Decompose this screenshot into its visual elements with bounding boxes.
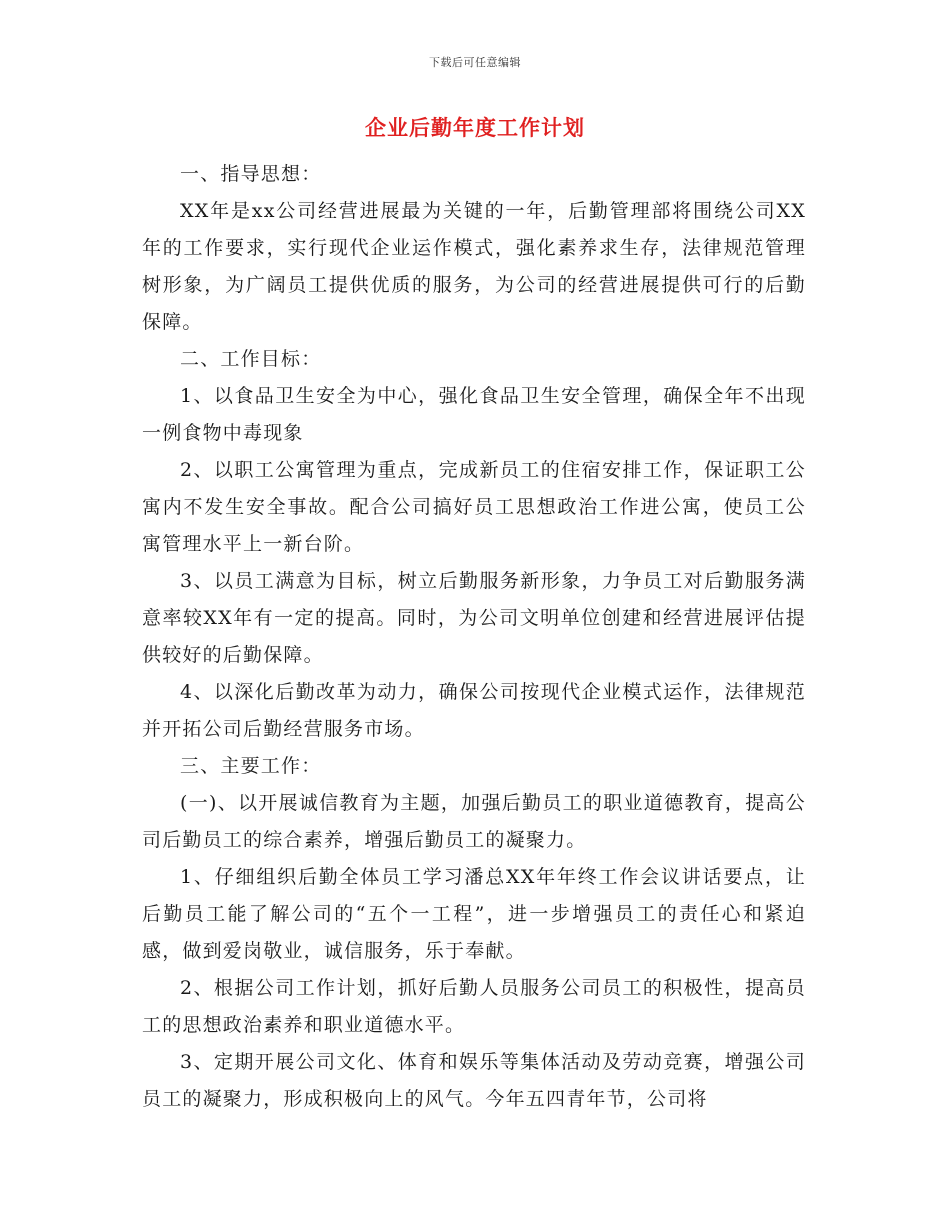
paragraph: 2、根据公司工作计划，抓好后勤人员服务公司员工的积极性，提高员工的思想政治素养和职业道德水平。	[142, 977, 806, 1036]
paragraph: 4、以深化后勤改革为动力，确保公司按现代企业模式运作，法律规范并开拓公司后勤经营服务市场。	[142, 681, 806, 740]
document-body	[142, 156, 806, 1118]
section-heading-guiding-ideology: 一、指导思想：	[180, 163, 322, 185]
paragraph: 3、以员工满意为目标，树立后勤服务新形象，力争员工对后勤服务满意率较XX年有一定的提高。同时，为公司文明单位创建和经营进展评估提供较好的后勤保障。	[142, 570, 806, 666]
header-note: 下载后可任意编辑	[429, 56, 521, 69]
document-title: 企业后勤年度工作计划	[365, 115, 585, 140]
section-heading-work-goals: 二、工作目标：	[180, 348, 322, 370]
paragraph: 1、仔细组织后勤全体员工学习潘总XX年年终工作会议讲话要点，让后勤员工能了解公司的“五个一工程”，进一步增强员工的责任心和紧迫感，做到爱岗敬业，诚信服务，乐于奉献。	[142, 866, 806, 962]
paragraph: 2、以职工公寓管理为重点，完成新员工的住宿安排工作，保证职工公寓内不发生安全事故。配合公司搞好员工思想政治工作进公寓，使员工公寓管理水平上一新台阶。	[142, 459, 806, 555]
paragraph: XX年是xx公司经营进展最为关键的一年，后勤管理部将围绕公司XX年的工作要求，实行现代企业运作模式，强化素养求生存，法律规范管理树形象，为广阔员工提供优质的服务，为公司的经营进展提供可行的后勤保障。	[142, 200, 806, 333]
paragraph: 3、定期开展公司文化、体育和娱乐等集体活动及劳动竞赛，增强公司员工的凝聚力，形成积极向上的风气。今年五四青年节，公司将	[142, 1051, 806, 1110]
section-heading-main-work: 三、主要工作：	[180, 755, 322, 777]
paragraph: 1、以食品卫生安全为中心，强化食品卫生安全管理，确保全年不出现一例食物中毒现象	[142, 385, 806, 444]
paragraph: (一)、以开展诚信教育为主题，加强后勤员工的职业道德教育，提高公司后勤员工的综合素养，增强后勤员工的凝聚力。	[142, 792, 806, 851]
